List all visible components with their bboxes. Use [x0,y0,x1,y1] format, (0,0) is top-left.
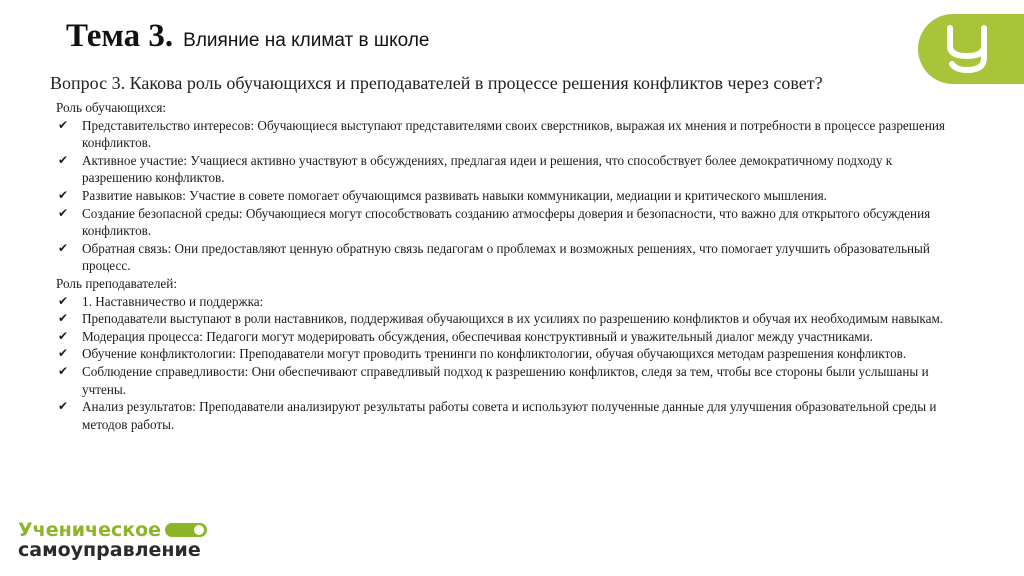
list-item [56,363,956,398]
list-item-text: Обучение конфликтологии: Преподаватели могут проводить тренинги по конфликтологии, обучая обучающихся методам разрешения конфликтов. [82,346,907,362]
brand-line-1: Ученическое [18,519,162,541]
list-item [56,310,956,328]
list-item-text: Обратная связь: Они предоставляют ценную обратную связь педагогам о проблемах и возможных решениях, что помогает улучшить образовательный процесс. [82,240,930,274]
brand-logo [18,520,207,560]
list-item [56,398,956,433]
list-item-text: Соблюдение справедливости: Они обеспечивают справедливый подход к разрешению конфликтов, следя за тем, чтобы все стороны были услышаны и учтены. [82,363,929,397]
list-item-text: Анализ результатов: Преподаватели анализируют результаты работы совета и используют полученные данные для улучшения образовательной среды и методов работы. [82,399,937,432]
checkmark-icon: ✔ [58,311,69,326]
list-item [56,240,956,275]
checkmark-icon: ✔ [58,328,69,343]
students-list [56,117,956,275]
checkmark-icon: ✔ [58,117,69,132]
u-letter-logo-icon [942,24,992,74]
question-text: Вопрос 3. Какова роль обучающихся и преподавателей в процессе решения конфликтов через совет? [50,73,823,93]
brand-line-2: самоуправление [18,539,201,561]
teachers-heading: Роль преподавателей: [56,275,177,291]
toggle-pill-icon [165,523,207,537]
list-item-text: 1. Наставничество и поддержка: [82,293,264,309]
topic-subtitle: Влияние на климат в школе [183,30,430,51]
list-item [56,152,956,187]
list-item [56,293,956,311]
checkmark-icon: ✔ [58,205,69,220]
checkmark-icon: ✔ [58,399,69,414]
list-item-text: Преподаватели выступают в роли наставников, поддерживая обучающихся в их усилиях по разрешению конфликтов и обучая их необходимым навыкам. [82,311,944,327]
checkmark-icon: ✔ [58,363,69,378]
checkmark-icon: ✔ [58,346,69,361]
checkmark-icon: ✔ [58,293,69,308]
checkmark-icon: ✔ [58,240,69,255]
checkmark-icon: ✔ [58,152,69,167]
students-heading: Роль обучающихся: [56,100,167,115]
checkmark-icon: ✔ [58,187,69,202]
content-body [56,99,956,433]
list-item-text: Активное участие: Учащиеся активно участвуют в обсуждениях, предлагая идеи и решения, что способствует более демократичному подходу к разрешению конфликтов. [82,152,893,186]
list-item [56,328,956,346]
list-item-text: Создание безопасной среды: Обучающиеся могут способствовать созданию атмосферы доверия и безопасности, что важно для открытого обсуждения конфликтов. [82,205,931,239]
list-item-text: Представительство интересов: Обучающиеся выступают представителями своих сверстников, выражая их мнения и потребности в процессе разрешения конфликтов. [82,117,945,151]
list-item [56,205,956,240]
list-item [56,187,956,205]
teachers-list [56,293,956,434]
list-item [56,117,956,152]
list-item-text: Модерация процесса: Педагоги могут модерировать обсуждения, обеспечивая конструктивный и уважительный диалог между участниками. [82,328,873,344]
list-item [56,345,956,363]
list-item-text: Развитие навыков: Участие в совете помогает обучающимся развивать навыки коммуникации, медиации и критического мышления. [82,187,827,203]
topic-number: Тема 3. [66,18,174,54]
slide-title [66,18,429,55]
